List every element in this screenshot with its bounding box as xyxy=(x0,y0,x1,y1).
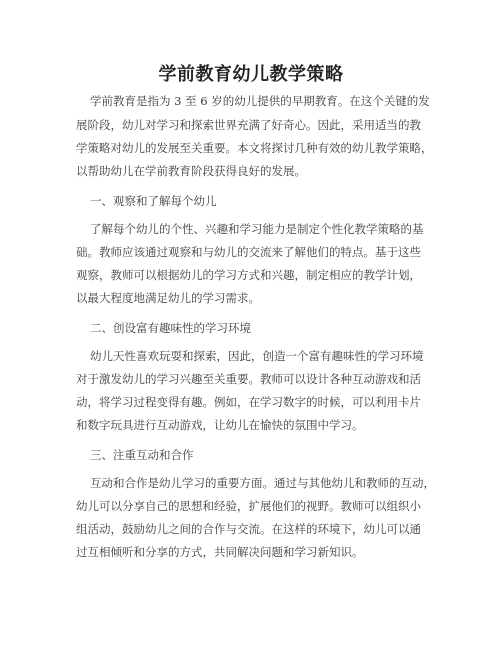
paragraph-line: 以最大程度地满足幼儿的学习需求。 xyxy=(76,291,260,305)
paragraph-line: 和数字玩具进行互动游戏，让幼儿在愉快的氛围中学习。 xyxy=(76,418,364,432)
intro-line: 学策略对幼儿的发展至关重要。本文将探讨几种有效的幼儿教学策略， xyxy=(76,141,433,155)
intro-line: 以帮助幼儿在学前教育阶段获得良好的发展。 xyxy=(76,164,306,178)
paragraph-line: 动，将学习过程变得有趣。例如，在学习数字的时候，可以利用卡片 xyxy=(76,395,421,409)
paragraph-line: 对于激发幼儿的学习兴趣至关重要。教师可以设计各种互动游戏和活 xyxy=(76,372,421,386)
paragraph-line: 过互相倾听和分享的方式，共同解决问题和学习新知识。 xyxy=(76,545,364,559)
paragraph-line: 观察，教师可以根据幼儿的学习方式和兴趣，制定相应的教学计划， xyxy=(76,268,421,282)
paragraph-line: 互动和合作是幼儿学习的重要方面。通过与其他幼儿和教师的互动， xyxy=(90,476,435,490)
intro-line: 学前教育是指为 3 至 6 岁的幼儿提供的早期教育。在这个关键的发 xyxy=(90,94,430,108)
paragraph-line: 幼儿天性喜欢玩耍和探索，因此，创造一个富有趣味性的学习环境 xyxy=(90,349,424,363)
section-heading: 二、创设富有趣味性的学习环境 xyxy=(90,321,251,335)
paragraph-line: 组活动，鼓励幼儿之间的合作与交流。在这样的环境下，幼儿可以通 xyxy=(76,522,421,536)
section-heading: 一、观察和了解每个幼儿 xyxy=(90,194,217,208)
intro-line: 展阶段，幼儿对学习和探索世界充满了好奇心。因此，采用适当的教 xyxy=(76,118,421,132)
paragraph-line: 础。教师应该通过观察和与幼儿的交流来了解他们的特点。基于这些 xyxy=(76,245,421,259)
paragraph-line: 幼儿可以分享自己的思想和经验，扩展他们的视野。教师可以组织小 xyxy=(76,499,421,513)
paragraph-line: 了解每个幼儿的个性、兴趣和学习能力是制定个性化教学策略的基 xyxy=(90,222,424,236)
section-heading: 三、注重互动和合作 xyxy=(90,448,194,462)
document-title: 学前教育幼儿教学策略 xyxy=(158,64,344,85)
